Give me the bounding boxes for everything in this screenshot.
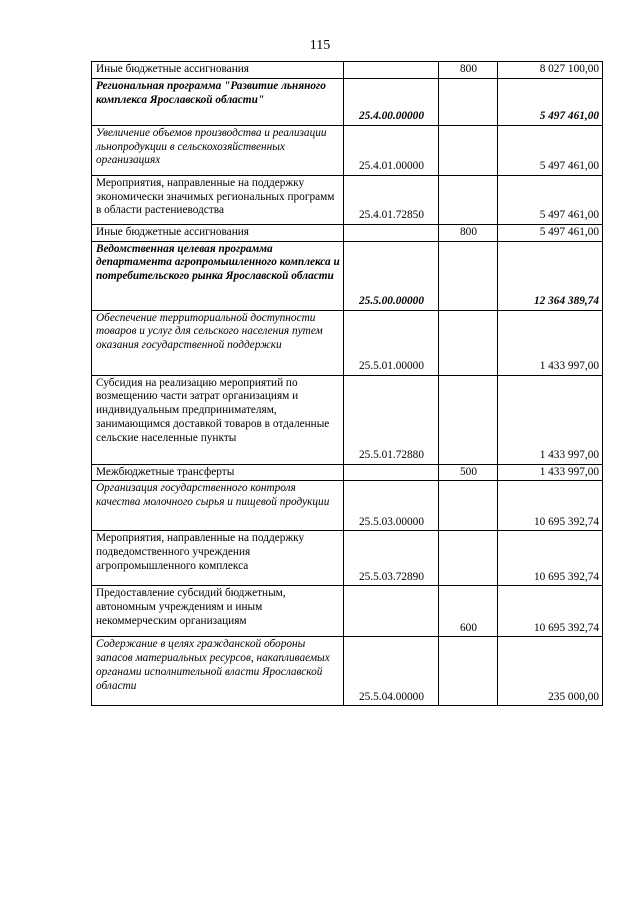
row-code: 25.4.01.00000 [344,125,439,175]
row-type [439,375,498,464]
row-code: 25.4.00.00000 [344,78,439,125]
row-type: 600 [439,586,498,637]
row-amount: 235 000,00 [498,637,603,706]
row-type [439,241,498,310]
budget-table [91,61,603,706]
row-type [439,481,498,531]
row-name: Предоставление субсидий бюджетным, автономным учреждениям и иным некоммерческим организациям [92,586,344,637]
row-name: Организация государственного контроля качества молочного сырья и пищевой продукции [92,481,344,531]
row-amount: 1 433 997,00 [498,375,603,464]
row-type: 500 [439,464,498,481]
row-name: Межбюджетные трансферты [92,464,344,481]
row-amount: 10 695 392,74 [498,586,603,637]
row-amount: 5 497 461,00 [498,224,603,241]
row-code: 25.4.01.72850 [344,175,439,224]
table-row [92,224,603,241]
table-row [92,62,603,79]
row-amount: 1 433 997,00 [498,310,603,375]
table-row [92,586,603,637]
row-name: Мероприятия, направленные на поддержку экономически значимых региональных программ в области растениеводства [92,175,344,224]
table-row [92,464,603,481]
row-type [439,637,498,706]
row-amount: 5 497 461,00 [498,125,603,175]
row-code [344,586,439,637]
table-row [92,310,603,375]
row-code: 25.5.04.00000 [344,637,439,706]
page-number: 115 [309,38,331,53]
row-name: Иные бюджетные ассигнования [92,224,344,241]
row-type: 800 [439,224,498,241]
row-code [344,62,439,79]
row-name: Субсидия на реализацию мероприятий по возмещению части затрат организациям и индивидуальным предпринимателям, занимающимся доставкой товаров в отдаленные сельские населенные пункты [92,375,344,464]
row-amount: 10 695 392,74 [498,531,603,586]
table-row [92,125,603,175]
row-code: 25.5.01.72880 [344,375,439,464]
table-row [92,78,603,125]
row-code [344,224,439,241]
table-row [92,241,603,310]
row-amount: 1 433 997,00 [498,464,603,481]
row-type [439,310,498,375]
table-row [92,531,603,586]
table-row [92,175,603,224]
row-type [439,125,498,175]
row-code: 25.5.00.00000 [344,241,439,310]
row-amount: 8 027 100,00 [498,62,603,79]
row-type [439,175,498,224]
row-amount: 5 497 461,00 [498,175,603,224]
row-code: 25.5.01.00000 [344,310,439,375]
row-name: Иные бюджетные ассигнования [92,62,344,79]
row-type: 800 [439,62,498,79]
table-row [92,481,603,531]
row-amount: 12 364 389,74 [498,241,603,310]
row-name: Увеличение объемов производства и реализации льнопродукции в сельскохозяйственных организациях [92,125,344,175]
table-row [92,375,603,464]
row-code: 25.5.03.00000 [344,481,439,531]
row-code [344,464,439,481]
row-name: Региональная программа "Развитие льняного комплекса Ярославской области" [92,78,344,125]
row-name: Ведомственная целевая программа департамента агропромышленного комплекса и потребительского рынка Ярославской области [92,241,344,310]
table-row [92,637,603,706]
row-type [439,78,498,125]
row-amount: 10 695 392,74 [498,481,603,531]
row-name: Обеспечение территориальной доступности товаров и услуг для сельского населения путем оказания государственной поддержки [92,310,344,375]
row-name: Содержание в целях гражданской обороны запасов материальных ресурсов, накапливаемых органами исполнительной власти Ярославской области [92,637,344,706]
row-type [439,531,498,586]
row-name: Мероприятия, направленные на поддержку подведомственного учреждения агропромышленного комплекса [92,531,344,586]
row-amount: 5 497 461,00 [498,78,603,125]
row-code: 25.5.03.72890 [344,531,439,586]
